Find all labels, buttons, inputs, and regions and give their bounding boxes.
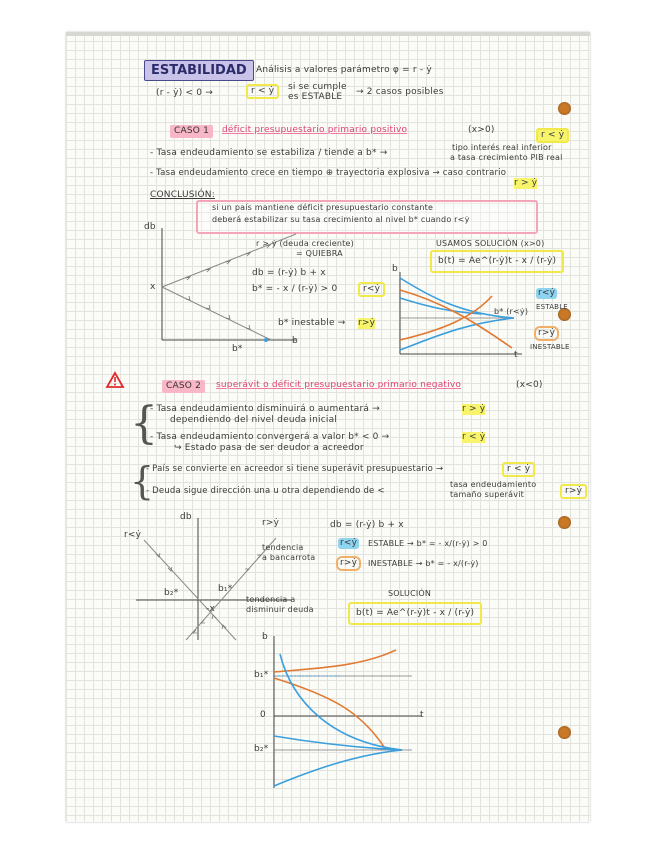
case1-eq1: db = (r-ẏ) b + x bbox=[252, 268, 326, 278]
conclusion-line2: deberá estabilizar su tasa crecimiento al nivel b* cuando r<ẏ bbox=[212, 215, 470, 224]
case2-unstable: INESTABLE → b* = - x/(r-ẏ) bbox=[368, 559, 479, 568]
case1-line2: - Tasa endeudamiento crece en tiempo ⊕ trayectoria explosiva → caso contrario bbox=[150, 168, 507, 178]
case2-label: CASO 2 bbox=[162, 380, 205, 393]
case2-eq1: db = (r-ẏ) b + x bbox=[330, 520, 404, 530]
warning-icon bbox=[106, 372, 124, 388]
notebook-page bbox=[66, 32, 590, 822]
case1-eq2: b* = - x / (r-ẏ) > 0 bbox=[252, 284, 338, 294]
case1-line1-note-1: tipo interés real inferior bbox=[452, 143, 552, 152]
case2-line2-b: ↪ Estado pasa de ser deudor a acreedor bbox=[174, 443, 364, 453]
binder-hole bbox=[558, 102, 571, 115]
case2-plot-b1: b₁* bbox=[254, 670, 269, 680]
case2-plot-zero: 0 bbox=[260, 710, 266, 720]
case2-line3-box: r < ẏ bbox=[502, 462, 535, 477]
case2-graph-x: -x bbox=[206, 604, 215, 614]
case2-line4-b: tamaño superávit bbox=[450, 490, 524, 499]
case1-plot-b: b bbox=[392, 264, 398, 274]
case1-graph-bstar: b* bbox=[232, 344, 243, 354]
legend-unstable: INESTABLE bbox=[530, 343, 570, 351]
case2-line2: - Tasa endeudamiento convergerá a valor b* < 0 → bbox=[150, 432, 390, 442]
brace-left-2: { bbox=[130, 459, 155, 503]
case2-graph-b1: b₁* bbox=[218, 584, 233, 594]
case2-graph-y: db bbox=[180, 512, 192, 522]
case1-solution-eq: b(t) = Ae^(r-ẏ)t - x / (r-ẏ) bbox=[430, 250, 564, 273]
case1-title: déficit presupuestario primario positivo bbox=[222, 125, 408, 135]
conclusion-label: CONCLUSIÓN: bbox=[150, 190, 215, 200]
legend-unstable-box: r>ẏ bbox=[534, 326, 559, 341]
analysis-note: Análisis a valores parámetro φ = r - ẏ bbox=[256, 65, 432, 75]
case2-line4-box: r>ẏ bbox=[560, 484, 587, 499]
case1-line1: - Tasa endeudamiento se estabiliza / tiende a b* → bbox=[150, 148, 388, 158]
case2-condition: (x<0) bbox=[516, 380, 543, 390]
case1-condition-box: r < ẏ bbox=[536, 128, 569, 143]
case1-solution-title: USAMOS SOLUCIÓN (x>0) bbox=[436, 239, 545, 248]
case1-line1-note-2: a tasa crecimiento PIB real bbox=[450, 153, 563, 162]
case2-line4: - Deuda sigue dirección una u otra dependiendo de < bbox=[146, 486, 385, 496]
case1-instable: b* inestable → bbox=[278, 318, 346, 328]
case1-graph-origin-label: x bbox=[150, 282, 156, 292]
legend-stable: ESTABLE bbox=[536, 303, 568, 311]
case2-note-down-2: disminuir deuda bbox=[246, 605, 314, 614]
case2-line1-b: dependiendo del nivel deuda inicial bbox=[170, 415, 337, 425]
case2-phase-diagram bbox=[126, 510, 296, 645]
case2-line3: - País se convierte en acreedor si tiene superávit presupuestario → bbox=[146, 464, 444, 474]
case2-solution-title: SOLUCIÓN bbox=[388, 589, 432, 598]
case2-line2-box: r < ẏ bbox=[462, 432, 486, 442]
case2-graph-right: r>ẏ bbox=[262, 518, 280, 528]
condition-note-2: es ESTABLE bbox=[288, 92, 343, 102]
case2-plot-b: b bbox=[262, 632, 268, 642]
case1-plot-t: t bbox=[514, 350, 518, 360]
case2-note-down-1: tendencia a bbox=[246, 595, 296, 604]
case2-plot-b2: b₂* bbox=[254, 744, 269, 754]
case2-graph-left: r<ẏ bbox=[124, 530, 142, 540]
brace-left-1: { bbox=[130, 398, 158, 449]
case1-eq2-box: r<ẏ bbox=[358, 282, 385, 297]
two-cases-note: → 2 casos posibles bbox=[356, 87, 444, 97]
case1-condition: (x>0) bbox=[468, 125, 495, 135]
case2-note-up-2: a bancarrota bbox=[262, 553, 316, 562]
page-top-edge bbox=[66, 32, 590, 36]
case2-note-up-1: tendencia bbox=[262, 543, 304, 552]
case1-line-label: r > ẏ (deuda creciente) bbox=[256, 239, 354, 248]
conclusion-line1: si un país mantiene déficit presupuestario constante bbox=[212, 203, 434, 212]
condition-box: r < ẏ bbox=[246, 84, 279, 99]
case1-label: CASO 1 bbox=[170, 125, 213, 138]
case2-graph-b2: b₂* bbox=[164, 588, 179, 598]
case2-plot-t: t bbox=[420, 710, 424, 720]
legend-stable-box: r<ẏ bbox=[538, 288, 556, 298]
case1-graph-x-label: b bbox=[292, 336, 298, 346]
case2-title: superávit o déficit presupuestario primario negativo bbox=[216, 380, 462, 390]
binder-hole bbox=[558, 516, 571, 529]
case1-graph-y-label: db bbox=[144, 222, 156, 232]
case2-line1: - Tasa endeudamiento disminuirá o aumentará → bbox=[150, 404, 380, 414]
case1-line2-box: r > ẏ bbox=[514, 178, 538, 188]
page-title: ESTABILIDAD bbox=[144, 60, 254, 81]
case2-line1-box: r > ẏ bbox=[462, 404, 486, 414]
case1-instable-box: r>ẏ bbox=[358, 318, 376, 328]
condition-left: (r - ẏ) < 0 → bbox=[156, 88, 214, 98]
case1-line-label-2: = QUIEBRA bbox=[296, 249, 343, 258]
case2-stable: ESTABLE → b* = - x/(r-ẏ) > 0 bbox=[368, 539, 488, 548]
case2-solution-plot bbox=[262, 632, 432, 790]
case2-solution-eq: b(t) = Ae^(r-ẏ)t - x / (r-ẏ) bbox=[348, 602, 482, 625]
case2-stable-box: r<ẏ bbox=[340, 538, 358, 548]
case2-unstable-box: r>ẏ bbox=[336, 556, 361, 571]
case2-line4-a: tasa endeudamiento bbox=[450, 480, 537, 489]
binder-hole bbox=[558, 726, 571, 739]
case1-plot-bstar: b* (r<ẏ) bbox=[494, 307, 529, 316]
condition-note-1: si se cumple bbox=[288, 82, 347, 92]
